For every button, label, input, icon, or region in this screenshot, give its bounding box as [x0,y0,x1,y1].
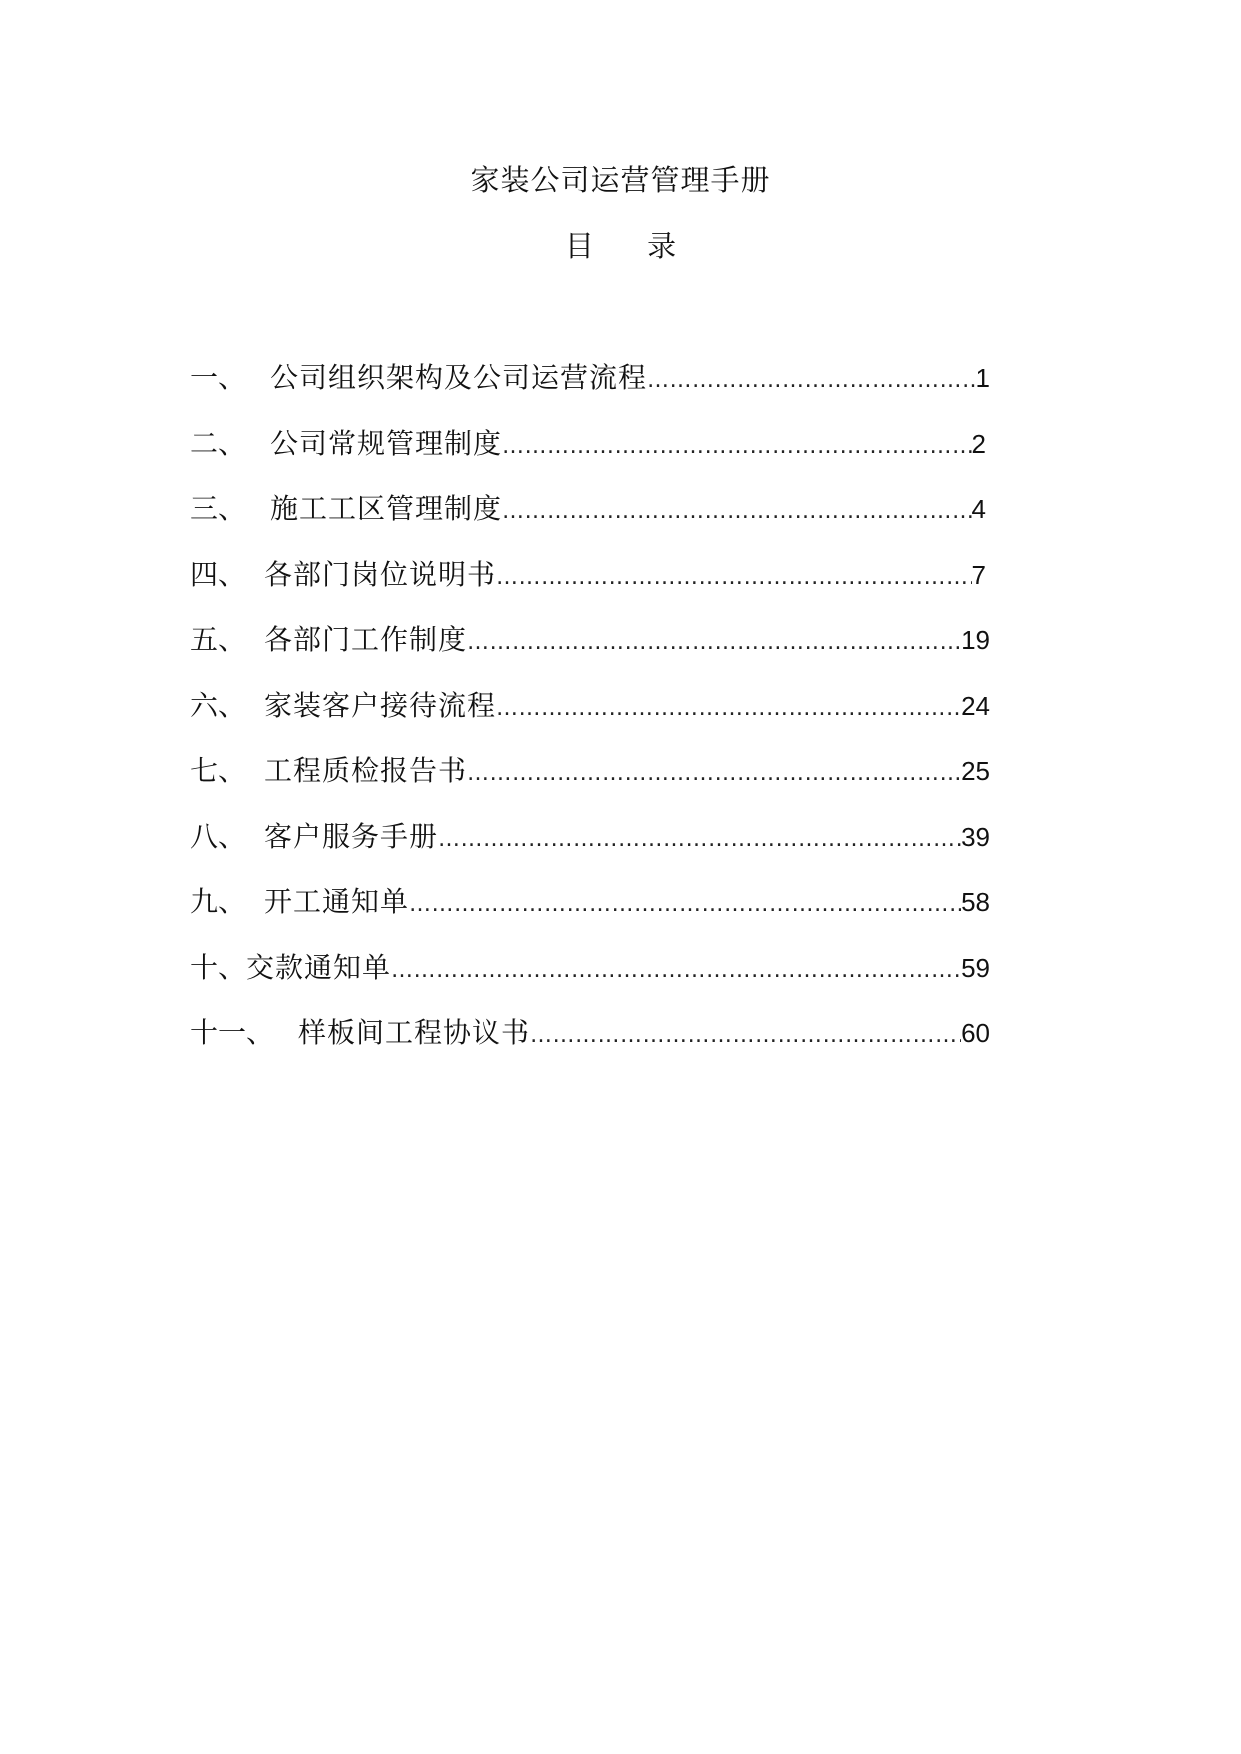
toc-entry[interactable] [190,555,990,621]
table-of-contents [190,358,990,1079]
toc-dot-leader [496,558,972,598]
toc-entry[interactable] [190,948,990,1014]
toc-entry-number: 十一、 [190,1016,275,1049]
toc-dot-leader [496,689,961,729]
toc-entry[interactable] [190,817,990,883]
toc-entry-page: 39 [961,821,990,852]
toc-entry[interactable] [190,1013,990,1079]
toc-entry-page: 24 [961,690,990,721]
toc-entry-page: 4 [971,494,986,524]
toc-entry-number: 一、 [190,361,247,394]
toc-entry-number: 五、 [190,623,247,656]
toc-entry-number: 四、 [190,557,247,591]
toc-entry-page: 25 [961,756,990,786]
toc-entry-label: 开工通知单 [264,885,410,918]
toc-entry-number: 三、 [190,492,247,525]
document-title: 家装公司运营管理手册 [470,163,771,197]
toc-dot-leader [409,885,961,925]
toc-dot-leader [502,427,972,467]
toc-entry[interactable] [190,751,990,817]
toc-entry-label: 客户服务手册 [264,819,439,853]
toc-entry-label: 公司常规管理制度 [270,426,503,460]
toc-entry[interactable] [190,620,990,686]
toc-entry[interactable] [190,489,990,555]
toc-dot-leader [647,361,976,401]
toc-entry-label: 交款通知单 [246,950,392,984]
toc-entry-number: 十、 [190,950,247,984]
toc-entry-number: 七、 [190,754,247,787]
toc-entry-page: 60 [961,1018,990,1048]
toc-entry[interactable] [190,424,990,490]
toc-entry-page: 7 [971,559,986,590]
toc-entry-number: 二、 [190,426,247,460]
toc-heading: 目 录 [564,229,699,263]
toc-entry-number: 六、 [190,688,247,722]
toc-entry-page: 19 [961,625,990,655]
toc-entry-number: 九、 [190,885,247,918]
toc-entry-label: 各部门岗位说明书 [264,557,497,591]
toc-dot-leader [502,492,972,532]
toc-dot-leader [391,951,961,991]
toc-dot-leader [438,820,961,860]
toc-entry[interactable] [190,686,990,752]
toc-entry-label: 家装客户接待流程 [264,688,497,722]
toc-entry-label: 公司组织架构及公司运营流程 [270,361,648,394]
toc-entry-label: 各部门工作制度 [264,623,468,656]
toc-entry-page: 2 [971,428,986,459]
toc-dot-leader [530,1016,961,1056]
toc-dot-leader [467,623,961,663]
toc-dot-leader [467,754,961,794]
toc-entry-page: 58 [961,887,990,917]
toc-entry[interactable] [190,358,990,424]
toc-entry-number: 八、 [190,819,247,853]
toc-entry-label: 施工工区管理制度 [270,492,503,525]
toc-entry[interactable] [190,882,990,948]
toc-entry-page: 59 [961,952,990,983]
toc-entry-label: 样板间工程协议书 [298,1016,531,1049]
toc-entry-label: 工程质检报告书 [264,754,468,787]
toc-entry-page: 1 [975,363,990,393]
